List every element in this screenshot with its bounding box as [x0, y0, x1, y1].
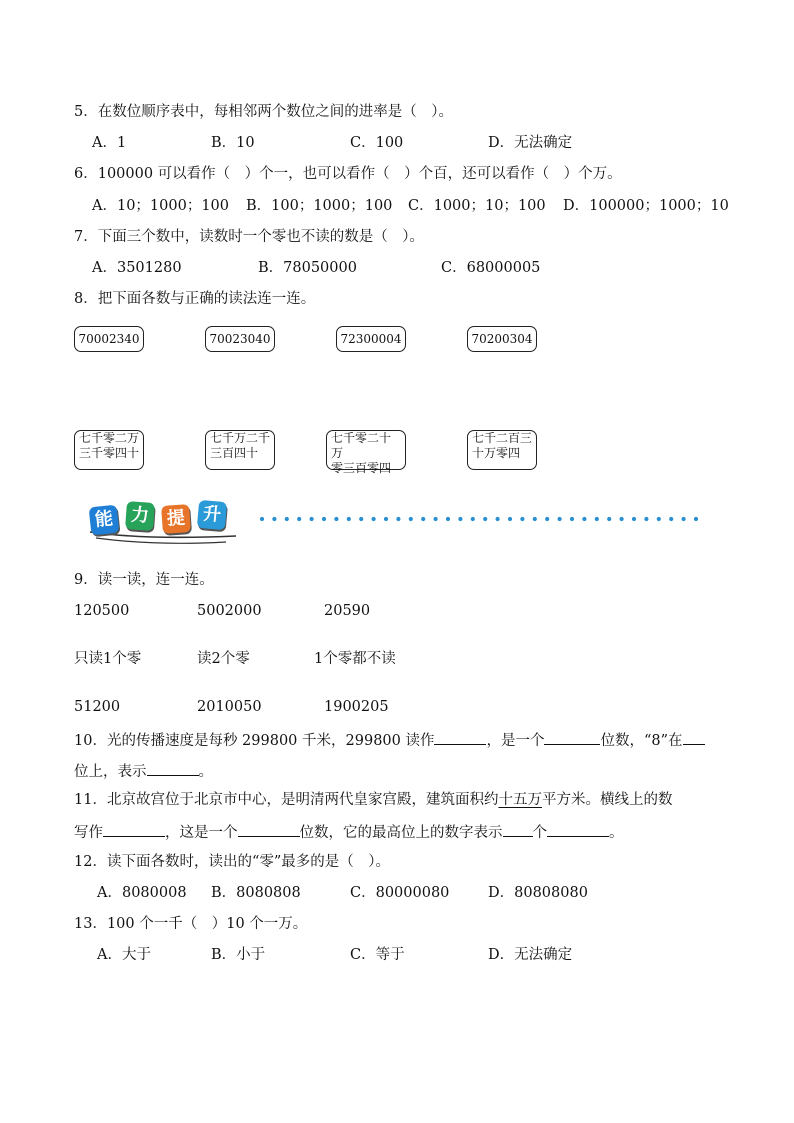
- q10-text-3: 位数，“8”在: [600, 733, 683, 749]
- banner-dot: [570, 517, 574, 521]
- question-12-stem: 12．读下面各数时，读出的“零”最多的是（ ）。: [74, 854, 391, 870]
- banner-dot: [446, 517, 450, 521]
- banner-dot: [359, 517, 363, 521]
- q13-option-b[interactable]: B．小于: [211, 947, 266, 963]
- banner-dot: [483, 517, 487, 521]
- banner-char-4: 升: [197, 500, 227, 530]
- q12-option-c[interactable]: C．80000080: [350, 885, 450, 901]
- q11-blank-unit[interactable]: [547, 821, 609, 837]
- banner-dot: [644, 517, 648, 521]
- q5-option-b[interactable]: B．10: [211, 135, 255, 151]
- q10-blank-reading[interactable]: [434, 729, 486, 745]
- banner-dot: [520, 517, 524, 521]
- reading-box-1-line-2: 三千零四十: [79, 446, 140, 460]
- reading-box-3[interactable]: [326, 430, 406, 475]
- reading-box-2[interactable]: [205, 430, 275, 470]
- number-box-3[interactable]: 72300004: [336, 326, 406, 352]
- banner-dot: [669, 517, 673, 521]
- banner-dot: [533, 517, 537, 521]
- reading-box-4-line-2: 十万零四: [472, 446, 521, 460]
- q13-option-a[interactable]: A．大于: [97, 947, 151, 963]
- question-10-line-2: [74, 760, 213, 782]
- q13-option-d[interactable]: D．无法确定: [488, 947, 573, 963]
- question-8-stem: 8．把下面各数与正确的读法连一连。: [74, 291, 316, 307]
- section-banner: [86, 496, 716, 546]
- banner-dot: [632, 517, 636, 521]
- banner-dot: [334, 517, 338, 521]
- q9-bottom-number-2[interactable]: 2010050: [197, 699, 262, 715]
- banner-dot: [508, 517, 512, 521]
- q7-option-b[interactable]: B．78050000: [258, 260, 357, 276]
- question-10-line-1: [74, 729, 705, 751]
- q9-bottom-number-1[interactable]: 51200: [74, 699, 121, 715]
- number-box-4[interactable]: 70200304: [467, 326, 537, 352]
- banner-dot: [434, 517, 438, 521]
- q7-option-c[interactable]: C．68000005: [441, 260, 541, 276]
- banner-char-1: 能: [89, 505, 120, 536]
- q10-blank-digits[interactable]: [544, 729, 600, 745]
- banner-dot: [384, 517, 388, 521]
- q6-option-d[interactable]: D．100000；1000；10: [563, 198, 729, 214]
- q10-text-2: ，是一个: [486, 733, 545, 749]
- question-11-line-2: [74, 821, 624, 843]
- q9-category-1[interactable]: 只读1个零: [74, 651, 142, 667]
- banner-dot: [582, 517, 586, 521]
- banner-dot: [347, 517, 351, 521]
- banner-dot: [620, 517, 624, 521]
- q11-underlined-number: 十五万: [498, 792, 542, 808]
- banner-dot: [421, 517, 425, 521]
- q5-option-d[interactable]: D．无法确定: [488, 135, 573, 151]
- question-5-stem: 5．在数位顺序表中，每相邻两个数位之间的进率是（ ）。: [74, 104, 453, 120]
- banner-dot: [607, 517, 611, 521]
- q5-option-c[interactable]: C．100: [350, 135, 404, 151]
- q10-text-5: 。: [198, 764, 213, 780]
- q12-option-b[interactable]: B．8080808: [211, 885, 301, 901]
- q11-blank-written[interactable]: [103, 821, 165, 837]
- reading-box-2-line-2: 三百四十: [210, 446, 259, 460]
- banner-dot: [595, 517, 599, 521]
- question-7-stem: 7．下面三个数中，读数时一个零也不读的数是（ ）。: [74, 229, 424, 245]
- q11-blank-count[interactable]: [503, 821, 533, 837]
- q11-text-7: 。: [609, 825, 624, 841]
- number-box-1[interactable]: 70002340: [74, 326, 144, 352]
- reading-box-4[interactable]: [467, 430, 537, 470]
- banner-dot: [409, 517, 413, 521]
- reading-box-2-line-1: 七千万二千: [210, 431, 271, 445]
- q6-option-a[interactable]: A．10；1000；100: [92, 198, 229, 214]
- q9-bottom-number-3[interactable]: 1900205: [324, 699, 389, 715]
- q12-option-d[interactable]: D．80808080: [488, 885, 588, 901]
- q6-option-c[interactable]: C．1000；10；100: [408, 198, 546, 214]
- q10-blank-place[interactable]: [683, 729, 705, 745]
- reading-box-3-line-2: 零三百零四: [331, 461, 392, 475]
- reading-box-1-line-1: 七千零二万: [79, 431, 140, 445]
- question-13-stem: 13．100 个一千（ ）10 个一万。: [74, 916, 308, 932]
- banner-dot: [682, 517, 686, 521]
- banner-dot: [471, 517, 475, 521]
- banner-dot: [496, 517, 500, 521]
- q11-text-3: 写作: [74, 825, 103, 841]
- reading-box-3-line-1: 七千零二十万: [331, 431, 392, 460]
- question-6-stem: 6．100000 可以看作（ ）个一，也可以看作（ ）个百，还可以看作（ ）个万。: [74, 166, 622, 182]
- q5-option-a[interactable]: A．1: [92, 135, 127, 151]
- banner-dot: [285, 517, 289, 521]
- banner-dot: [458, 517, 462, 521]
- q11-text-1: 11．北京故宫位于北京市中心，是明清两代皇家宫殿，建筑面积约: [74, 792, 499, 808]
- banner-dot: [297, 517, 301, 521]
- q6-option-b[interactable]: B．100；1000；100: [246, 198, 393, 214]
- q9-category-2[interactable]: 读2个零: [197, 651, 250, 667]
- banner-char-2: 力: [125, 501, 155, 531]
- reading-box-1[interactable]: [74, 430, 144, 470]
- q10-text-1: 10．光的传播速度是每秒 299800 千米，299800 读作: [74, 733, 435, 749]
- q7-option-a[interactable]: A．3501280: [92, 260, 182, 276]
- banner-dot: [260, 517, 264, 521]
- q9-category-3[interactable]: 1个零都不读: [314, 651, 396, 667]
- q13-option-c[interactable]: C．等于: [350, 947, 405, 963]
- q10-blank-meaning[interactable]: [147, 760, 199, 776]
- q12-option-a[interactable]: A．8080008: [97, 885, 187, 901]
- banner-dot: [272, 517, 276, 521]
- q9-top-number-1[interactable]: 120500: [74, 603, 130, 619]
- q9-top-number-2[interactable]: 5002000: [197, 603, 262, 619]
- banner-dot: [322, 517, 326, 521]
- banner-dot: [657, 517, 661, 521]
- banner-dot: [310, 517, 314, 521]
- q9-top-number-3[interactable]: 20590: [324, 603, 371, 619]
- question-9-stem: 9．读一读，连一连。: [74, 572, 214, 588]
- banner-dot: [396, 517, 400, 521]
- q10-text-4: 位上，表示: [74, 764, 147, 780]
- reading-box-4-line-1: 七千二百三: [472, 431, 533, 445]
- question-11-line-1: [74, 790, 672, 810]
- banner-dot: [545, 517, 549, 521]
- q11-text-4: ，这是一个: [165, 825, 238, 841]
- number-box-2[interactable]: 70023040: [205, 326, 275, 352]
- q11-text-6: 个: [532, 825, 547, 841]
- banner-dot: [558, 517, 562, 521]
- q11-text-5: 位数，它的最高位上的数字表示: [299, 825, 503, 841]
- q11-text-2: 平方米。横线上的数: [541, 792, 673, 808]
- banner-dot: [372, 517, 376, 521]
- q11-blank-digits[interactable]: [238, 821, 300, 837]
- banner-char-3: 提: [161, 504, 191, 534]
- banner-dot: [694, 517, 698, 521]
